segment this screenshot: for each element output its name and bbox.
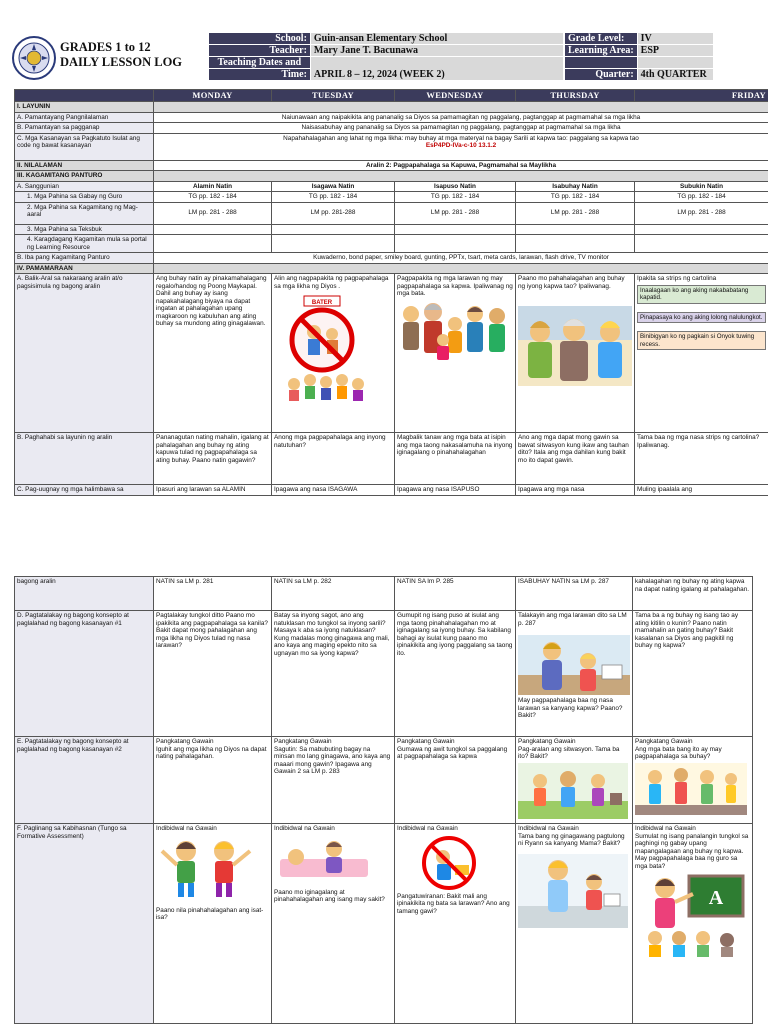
a-fri: Ipakita sa strips ng cartolina bbox=[637, 275, 717, 282]
area-label: Learning Area: bbox=[565, 45, 638, 57]
f-mon: Paano nila pinahahalagahan ang isat-isa? bbox=[156, 906, 264, 921]
caring-for-sick-illustration bbox=[274, 839, 374, 883]
grade-label: Grade Level: bbox=[565, 33, 638, 45]
magaaral-thu: LM pp. 281 - 288 bbox=[516, 202, 635, 224]
time-label: Time: bbox=[209, 69, 311, 81]
row-pamantayan bbox=[15, 112, 768, 123]
magaaral-wed: LM pp. 281 - 288 bbox=[395, 202, 516, 224]
d-tue: Batay sa inyong sagot, ano ang natuklasan mo tungkol sa inyong sarili? Masaya k aba sa iyong natuklasan? Kung madalas mong ginagawa ang mali, ano kaya ang maging epekto nito sa ugnayan mo sa iyong kapwa? bbox=[272, 611, 395, 737]
a-mon: Ang buhay natin ay pinakamahalagang regalo/handog ng Poong Maykapal. Dahil ang buhay ay isang napakahalagang biyaya na dapat ingatan at pahalagahan upang magkaroon ng kabuluhan ang ating buhay sa mundong ating ginagalawan. bbox=[154, 274, 272, 433]
karagdagang-wed bbox=[395, 235, 516, 253]
f-mon-cell bbox=[154, 824, 272, 1024]
row-karagdagang bbox=[15, 235, 768, 253]
pamantayan-label: A. Pamantayang Pangnilalaman bbox=[15, 112, 154, 123]
row-iba-pang bbox=[15, 253, 768, 264]
f-tue-head: Indibidwal na Gawain bbox=[274, 825, 335, 832]
gabay-mon: TG pp. 182 - 184 bbox=[154, 192, 272, 203]
e-fri: Ang mga bata bang ito ay may pagpapahalaga sa buhay? bbox=[635, 745, 722, 760]
f-thu-head: Indibidwal na Gawain bbox=[518, 825, 579, 832]
sanggunian-tue: Isagawa Natin bbox=[272, 181, 395, 192]
e-fri-cell bbox=[633, 737, 753, 824]
row-pagtatalakay-2 bbox=[15, 737, 753, 824]
e-tue-head: Pangkatang Gawain bbox=[274, 738, 332, 745]
teksbuk-thu bbox=[516, 224, 635, 235]
e-thu-head: Pangkatang Gawain bbox=[518, 738, 576, 745]
lesson-grid-page-2 bbox=[14, 576, 753, 1024]
row-nilalaman bbox=[15, 160, 768, 171]
karagdagang-mon bbox=[154, 235, 272, 253]
day-friday: FRIDAY bbox=[635, 90, 768, 102]
teacher-label: Teacher: bbox=[209, 45, 311, 57]
row-gabay bbox=[15, 192, 768, 203]
f-fri-head: Indibidwal na Gawain bbox=[635, 825, 696, 832]
magaaral-mon: LM pp. 281 - 288 bbox=[154, 202, 272, 224]
e-mon: Iguhit ang mga likha ng Diyos na dapat nating pahalagahan. bbox=[156, 745, 267, 760]
teacher-classroom-illustration bbox=[635, 872, 747, 958]
c-mon: Ipasuri ang larawan sa ALAMIN bbox=[154, 485, 272, 496]
nilalaman-label: II. NILALAMAN bbox=[15, 160, 154, 171]
b-tue: Anong mga pagpapahalaga ang inyong natutuhan? bbox=[272, 433, 395, 485]
row-paglinang bbox=[15, 824, 753, 1024]
gabay-fri: TG pp. 182 - 184 bbox=[635, 192, 768, 203]
kasanayan-label: C. Mga Kasanayan sa Pagkatuto Isulat ang code ng bawat kasanayan bbox=[15, 133, 154, 160]
strip-note-2: Pinapasaya ko ang aking lolong nalulungkot. bbox=[637, 312, 766, 324]
e-wed-cell bbox=[395, 737, 516, 824]
area-value: ESP bbox=[637, 45, 713, 57]
a-wed-cell bbox=[395, 274, 516, 433]
d-thu: Talakayin ang mga larawan dito sa LM p. 287 bbox=[518, 612, 627, 627]
f-fri-cell bbox=[633, 824, 753, 1024]
karagdagang-label: 4. Karagdagang Kagamitan mula sa portal ng Learning Resource bbox=[15, 235, 154, 253]
c-label: C. Pag-uugnay ng mga halimbawa sa bbox=[15, 485, 154, 496]
d-fri: Tama ba a ng buhay ng isang tao ay ating kitilin o kunin? Paano natin mamahalin an gating buhay? Bakit kasalanan sa Diyos ang pagkitil ng buhay ng kapwa? bbox=[633, 611, 753, 737]
row-pamamaraan bbox=[15, 263, 768, 274]
a-thu-cell bbox=[516, 274, 635, 433]
gabay-thu: TG pp. 182 - 184 bbox=[516, 192, 635, 203]
corner-cell bbox=[15, 90, 154, 102]
e-thu-cell bbox=[516, 737, 633, 824]
sanggunian-wed: Isapuso Natin bbox=[395, 181, 516, 192]
day-tuesday: TUESDAY bbox=[272, 90, 395, 102]
e-mon-cell bbox=[154, 737, 272, 824]
b-wed: Magbalik tanaw ang mga bata at isipin ang mga taong nakasalamuha na inyong iginagalang o pinahahalagahan bbox=[395, 433, 516, 485]
quarter-label: Quarter: bbox=[565, 69, 638, 81]
a-tue-cell bbox=[272, 274, 395, 433]
lesson-grid-page-1 bbox=[14, 89, 768, 496]
a-wed: Pagpapakita ng mga larawan ng may pagpapahalaga sa kapwa. Ipaliwanag ng mga bata. bbox=[397, 275, 513, 297]
row-pag-uugnay-start bbox=[15, 485, 768, 496]
f-wed: Pangatuwiranan: Bakit mali ang ipinakikita ng bata sa larawan? Ano ang tamang gawi? bbox=[397, 892, 510, 915]
pagganap-value: Naisasabuhay ang pananalig sa Diyos sa pamamagitan ng paggalang, pagtanggap at pagmamahal sa mga likha bbox=[154, 123, 768, 134]
e-label: E. Pagtatalakay ng bagong konsepto at paglalahad ng bagong kasanayan #2 bbox=[15, 737, 154, 824]
kagamitan-fill bbox=[154, 171, 768, 182]
a-tue: Alin ang nagpapakita ng pagpapahalaga sa mga likha ng Diyos . bbox=[274, 275, 389, 290]
strip-note-1: Inaalagaan ko ang aking nakababatang kapatid. bbox=[637, 285, 766, 304]
f-tue-cell bbox=[272, 824, 395, 1024]
page-2 bbox=[0, 575, 768, 1024]
sign-text: BATER bbox=[311, 300, 333, 306]
sanggunian-label: A. Sanggunian bbox=[15, 181, 154, 192]
grade-value: IV bbox=[637, 33, 713, 45]
teksbuk-fri bbox=[635, 224, 768, 235]
f-wed-head: Indibidwal na Gawain bbox=[397, 825, 458, 832]
pagganap-label: B. Pamantayan sa pagganap bbox=[15, 123, 154, 134]
row-pagganap bbox=[15, 123, 768, 134]
no-littering-illustration bbox=[274, 292, 382, 402]
sanggunian-mon: Alamin Natin bbox=[154, 181, 272, 192]
f-label: F. Paglinang sa Kabihasnan (Tungo sa Formative Assessment) bbox=[15, 824, 154, 1024]
gabay-wed: TG pp. 182 - 184 bbox=[395, 192, 516, 203]
title-line-2: DAILY LESSON LOG bbox=[60, 55, 183, 69]
row-kagamitan bbox=[15, 171, 768, 182]
d-label: D. Pagtatalakay ng bagong konsepto at paglalahad ng bagong kasanayan #1 bbox=[15, 611, 154, 737]
karagdagang-thu bbox=[516, 235, 635, 253]
row-paghahabi bbox=[15, 433, 768, 485]
f-mon-head: Indibidwal na Gawain bbox=[156, 825, 217, 832]
happy-kids-illustration bbox=[156, 837, 256, 899]
f-wed-cell bbox=[395, 824, 516, 1024]
pamantayan-value: Naiunawaan ang naipakikita ang pananalig sa Diyos sa pamamagitan ng paggalang, pagtanggap at pagmamahal sa mga likha bbox=[154, 112, 768, 123]
c-label-2: bagong aralin bbox=[15, 577, 154, 611]
kagamitan-label: III. KAGAMITANG PANTURO bbox=[15, 171, 154, 182]
d-mon: Pagtalakay tungkol ditto Paano mo ipakikita ang pagpapahalaga sa kanila? Bakit dapat mong pahalagahan ang mga likha ng Diyos tulad ng nasa larawan? bbox=[154, 611, 272, 737]
layunin-label: I. LAYUNIN bbox=[15, 102, 154, 113]
row-balik-aral bbox=[15, 274, 768, 433]
kasanayan-code: EsP4PD-IVa-c-10 13.1.2 bbox=[425, 142, 497, 149]
a-label: A. Balik-Aral sa nakaraang aralin at/o pagsisimula ng bagong aralin bbox=[15, 274, 154, 433]
c-tue: Ipagawa ang nasa ISAGAWA bbox=[272, 485, 395, 496]
page-gap bbox=[0, 503, 768, 575]
deped-seal-icon bbox=[12, 36, 56, 80]
layunin-fill bbox=[154, 102, 768, 113]
sanggunian-fri: Subukin Natin bbox=[635, 181, 768, 192]
school-label: School: bbox=[209, 33, 311, 45]
f-tue: Paano mo iginagalang at pinahahalagahan ang isang may sakit? bbox=[274, 888, 385, 903]
e-wed: Gumawa ng awit tungkol sa paggalang at pagpapahalaga sa kapwa bbox=[397, 745, 508, 760]
d-thu-cell bbox=[516, 611, 633, 737]
f-thu-cell bbox=[516, 824, 633, 1024]
day-thursday: THURSDAY bbox=[516, 90, 635, 102]
e-fri-head: Pangkatang Gawain bbox=[635, 738, 693, 745]
family-illustration bbox=[397, 300, 513, 362]
b-label: B. Paghahabi sa layunin ng aralin bbox=[15, 433, 154, 485]
b-mon: Pananagutan nating mahalin, igalang at pahalagahan ang buhay ng ating kapuwa tulad ng pagpapahalaga sa ating buhay. Paano natin gagawin? bbox=[154, 433, 272, 485]
magaaral-fri: LM pp. 281 - 288 bbox=[635, 202, 768, 224]
header-info-right bbox=[564, 32, 714, 81]
title-line-1: GRADES 1 to 12 bbox=[60, 40, 151, 54]
b-fri: Tama baa ng mga nasa strips ng cartolina? Ipaliwanag. bbox=[635, 433, 768, 485]
e-wed-head: Pangkatang Gawain bbox=[397, 738, 455, 745]
gabay-label: 1. Mga Pahina sa Gabay ng Guro bbox=[15, 192, 154, 203]
e-tue-cell bbox=[272, 737, 395, 824]
teksbuk-tue bbox=[272, 224, 395, 235]
teksbuk-mon bbox=[154, 224, 272, 235]
dates-value: APRIL 8 – 12, 2024 (WEEK 2) bbox=[310, 57, 563, 81]
kids-playing-illustration bbox=[635, 763, 747, 815]
nilalaman-value: Aralin 2: Pagpapahalaga sa Kapuwa, Pagmamahal sa Maylikha bbox=[154, 160, 768, 171]
f-thu: Tama bang ng ginagawang pagtulong ni Ryann sa kanyang Mama? Bakit? bbox=[518, 832, 625, 847]
day-monday: MONDAY bbox=[154, 90, 272, 102]
elderly-care-illustration bbox=[518, 306, 632, 386]
a-fri-cell bbox=[635, 274, 768, 433]
row-pag-uugnay-end bbox=[15, 577, 753, 611]
karagdagang-tue bbox=[272, 235, 395, 253]
iba-label: B. Iba pang Kagamitang Panturo bbox=[15, 253, 154, 264]
svg-text:A: A bbox=[708, 887, 724, 909]
c-fri: Muling ipaalala ang bbox=[635, 485, 768, 496]
c-tue-2: NATIN sa LM p. 282 bbox=[272, 577, 395, 611]
c-wed: Ipagawa ang nasa ISAPUSO bbox=[395, 485, 516, 496]
page-1 bbox=[0, 0, 768, 503]
quarter-value: 4th QUARTER bbox=[637, 69, 713, 81]
row-magaaral bbox=[15, 202, 768, 224]
helping-mama-illustration bbox=[518, 854, 628, 928]
teksbuk-wed bbox=[395, 224, 516, 235]
day-wednesday: WEDNESDAY bbox=[395, 90, 516, 102]
kasanayan-cell bbox=[154, 133, 768, 160]
kasanayan-value: Napahahalagahan ang lahat ng mga likha: may buhay at mga materyal na bagay Sarili at kapwa tao: paggalang sa kapwa tao bbox=[283, 134, 639, 142]
row-kasanayan bbox=[15, 133, 768, 160]
c-mon-2: NATIN sa LM p. 281 bbox=[154, 577, 272, 611]
b-thu: Ano ang mga dapat mong gawin sa bawat sitwasyon kung ikaw ang tauhan dito? Itala ang mga dahilan kung bakit mo ito dapat gawin. bbox=[516, 433, 635, 485]
teksbuk-label: 3. Mga Pahina sa Teksbuk bbox=[15, 224, 154, 235]
pamamaraan-label: IV. PAMAMARAAN bbox=[15, 263, 154, 274]
dates-label: Teaching Dates and bbox=[209, 57, 311, 69]
header-info-left bbox=[208, 32, 564, 81]
sanggunian-thu: Isabuhay Natin bbox=[516, 181, 635, 192]
row-sanggunian bbox=[15, 181, 768, 192]
c-wed-2: NATIN SA lm P. 285 bbox=[395, 577, 516, 611]
document-title bbox=[60, 40, 182, 70]
no-wasting-illustration bbox=[397, 835, 501, 891]
d-wed: Gumupit ng isang puso at isulat ang mga taong pinahahalagahan mo at iginagalang sa iyong buhay. Sa kabilang bahagi ay isulat kung paano mo ipinakikita ang iyong paggalang sa taong ito. bbox=[395, 611, 516, 737]
day-header-row bbox=[15, 90, 768, 102]
c-thu: Ipagawa ang mga nasa bbox=[516, 485, 635, 496]
c-thu-2: ISABUHAY NATIN sa LM p. 287 bbox=[516, 577, 633, 611]
e-tue: Sagutin: Sa mabubuting bagay na minsan mo lang ginagawa, ano kaya ang maaari mong gawin? Ipagawa ang Gawain 2 sa LM p. 283 bbox=[274, 745, 391, 775]
f-fri: Sumulat ng isang panalangin tungkol sa paghingi ng gabay upang mapangalagaan ang buhay ng kapwa. May pagpapahalaga baa ng guro sa mga bata? bbox=[635, 832, 749, 870]
row-layunin bbox=[15, 102, 768, 113]
row-teksbuk bbox=[15, 224, 768, 235]
pamamaraan-fill bbox=[154, 263, 768, 274]
magaaral-label: 2. Mga Pahina sa Kagamitang ng Mag-aaral bbox=[15, 202, 154, 224]
e-mon-head: Pangkatang Gawain bbox=[156, 738, 214, 745]
blank-label bbox=[565, 57, 638, 69]
row-pagtatalakay-1 bbox=[15, 611, 753, 737]
children-helping-illustration bbox=[518, 763, 628, 819]
karagdagang-fri bbox=[635, 235, 768, 253]
blank-value bbox=[637, 57, 713, 69]
d-thu-question: May pagpapahalaga baa ng nasa larawan sa kanyang kapwa? Paano? Bakit? bbox=[518, 697, 623, 719]
strip-note-3: Binibigyan ko ng pagkain si Onyok tuwing recess. bbox=[637, 331, 766, 350]
teacher-value: Mary Jane T. Bacunawa bbox=[310, 45, 563, 57]
e-thu: Pag-aralan ang sitwasyon. Tama ba ito? Bakit? bbox=[518, 745, 620, 760]
magaaral-tue: LM pp. 281-288 bbox=[272, 202, 395, 224]
mother-child-illustration bbox=[518, 635, 630, 695]
gabay-tue: TG pp. 182 - 184 bbox=[272, 192, 395, 203]
iba-value: Kuwaderno, bond paper, smiley board, gunting, PPTx, tsart, meta cards, larawan, flash drive, TV monitor bbox=[154, 253, 768, 264]
school-value: Guin-ansan Elementary School bbox=[310, 33, 563, 45]
a-thu: Paano mo pahahalagahan ang buhay ng iyong kapwa tao? Ipaliwanag. bbox=[518, 275, 625, 290]
c-fri-2: kahalagahan ng buhay ng ating kapwa na dapat nating igalang at pahalagahan. bbox=[633, 577, 753, 611]
